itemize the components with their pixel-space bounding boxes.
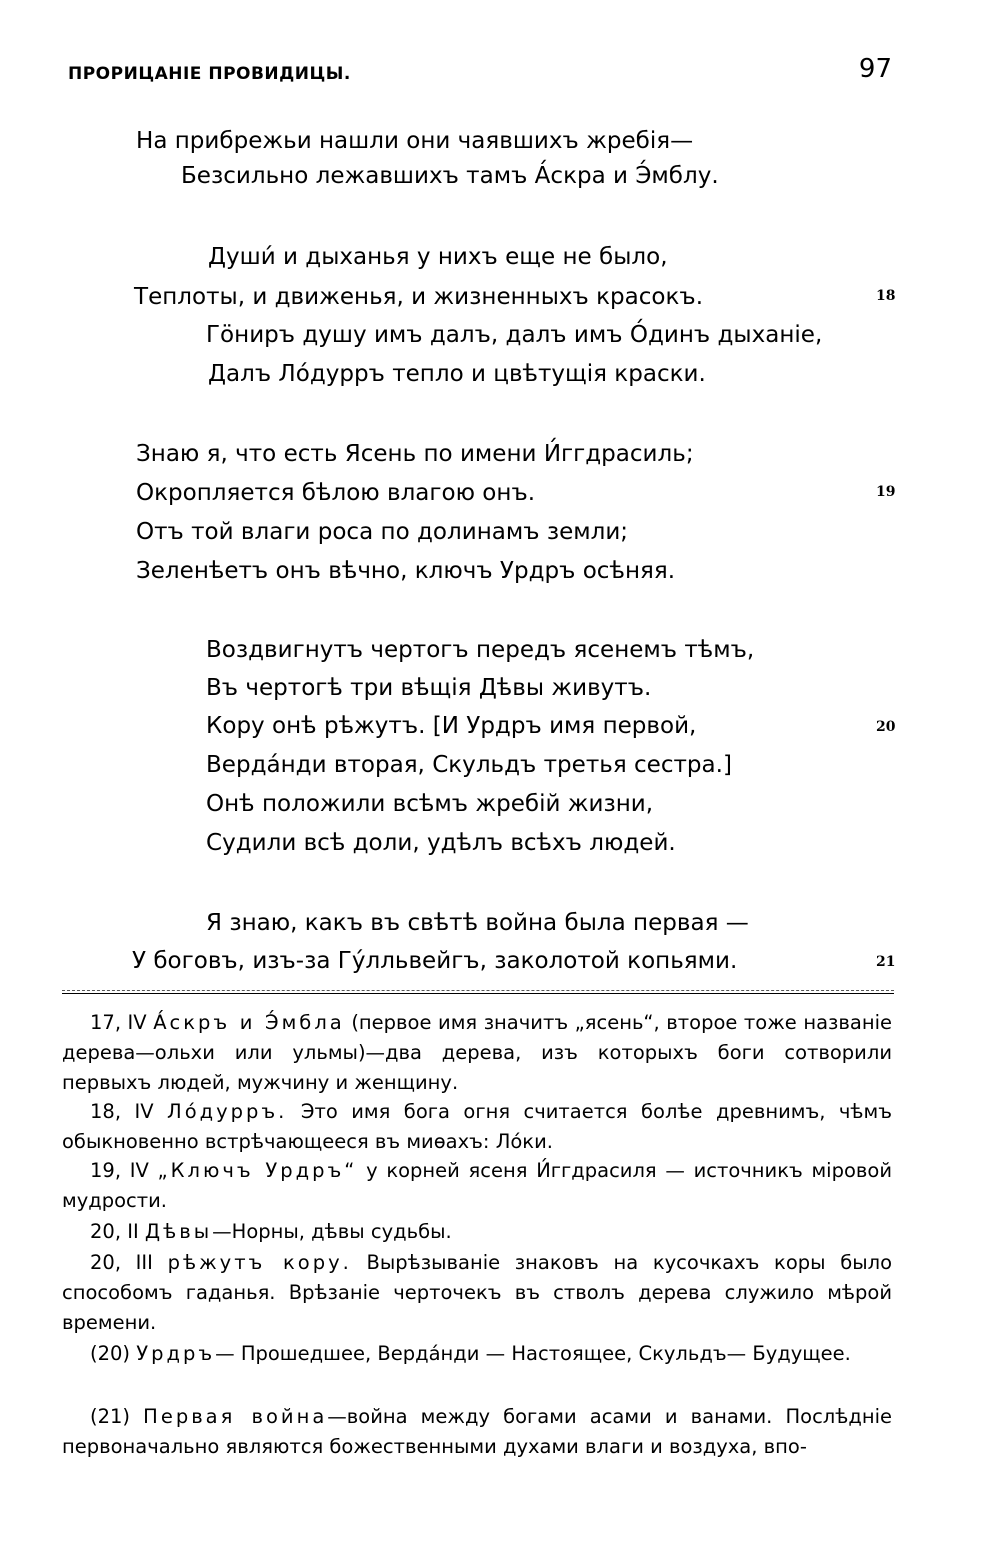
footnote: [62, 1248, 892, 1338]
footnote: [62, 1008, 892, 1098]
verse-line: Безсильно лежавшихъ тамъ А́скра и Э́мблу.: [181, 161, 719, 189]
footnote-term: А́скръ и Э́мбла: [153, 1011, 345, 1034]
footnote-text: — Прошедшее, Верда́нди — Настоящее, Скульдъ— Будущее.: [215, 1342, 851, 1365]
footnote: [62, 1217, 892, 1247]
footnote-text: —война между богами асами и ванами. Послѣдніе первоначально являются божественными духами влаги и воздуха, впо-: [62, 1405, 892, 1458]
verse-number: 20: [876, 719, 896, 735]
page-number: 97: [858, 54, 892, 84]
footnote-ref: (21): [90, 1405, 131, 1428]
verse-line: Воздвигнутъ чертогъ передъ ясенемъ тѣмъ,: [206, 635, 755, 663]
footnote-ref: 19, IV: [90, 1159, 149, 1182]
footnote: [62, 1097, 892, 1157]
footnote-ref: 20, II: [90, 1220, 139, 1243]
verse-line: Гӧниръ душу имъ далъ, далъ имъ О́динъ дыханіе,: [206, 320, 823, 348]
running-title: ПРОРИЦАНІЕ ПРОВИДИЦЫ.: [68, 64, 351, 84]
verse-line: Души́ и дыханья у нихъ еще не было,: [208, 242, 668, 270]
footnote-ref: (20): [90, 1342, 131, 1365]
verse-line: Далъ Ло́дурръ тепло и цвѣтущія краски.: [208, 359, 706, 387]
verse-line: Судили всѣ доли, удѣлъ всѣхъ людей.: [206, 828, 676, 856]
footnote-text: у корней ясеня И́ггдрасиля — источникъ міровой мудрости.: [62, 1159, 893, 1212]
footnote-text: —Норны, дѣвы судьбы.: [212, 1220, 452, 1243]
footnote-term: Урдръ: [136, 1342, 216, 1365]
separator-rule: [62, 993, 894, 994]
verse-line: Я знаю, какъ въ свѣтѣ война была первая —: [206, 908, 749, 936]
verse-line: Кору онѣ рѣжутъ. [И Урдръ имя первой,: [206, 711, 697, 739]
verse-line: Верда́нди вторая, Скульдъ третья сестра.]: [206, 750, 732, 778]
verse-line: Окропляется бѣлою влагою онъ.: [136, 478, 536, 506]
footnote-text: Вырѣзываніе знаковъ на кусочкахъ коры было способомъ гаданья. Врѣзаніе черточекъ въ стволъ дерева служило мѣрой времени.: [62, 1251, 893, 1334]
footnote-term: „Ключъ Урдръ“: [157, 1159, 358, 1182]
footnote-ref: 17, IV: [90, 1011, 147, 1034]
footnote-ref: 20, III: [90, 1251, 153, 1274]
verse-line: Въ чертогѣ три вѣщія Дѣвы живутъ.: [206, 673, 652, 701]
footnote-text: (первое имя значитъ „ясень“, второе тоже названіе дерева—ольхи или ульмы)—два дерева, изъ которыхъ боги сотворили первыхъ людей, мужчину и женщину.: [62, 1011, 892, 1094]
verse-line: У боговъ, изъ-за Гу́лльвейгъ, заколотой копьями.: [132, 946, 738, 974]
verse-line: Отъ той влаги роса по долинамъ земли;: [136, 517, 629, 545]
footnote-term: Ло́дурръ.: [167, 1100, 288, 1123]
footnote: [62, 1156, 892, 1216]
footnote-term: рѣжутъ кору.: [167, 1251, 352, 1274]
verse-line: На прибрежьи нашли они чаявшихъ жребія—: [136, 126, 694, 154]
verse-number: 21: [876, 954, 896, 970]
footnote-term: Первая война: [143, 1405, 328, 1428]
separator-rule: [62, 990, 894, 991]
verse-line: Теплоты, и движенья, и жизненныхъ красокъ.: [134, 282, 704, 310]
verse-line: Знаю я, что есть Ясень по имени И́ггдрасиль;: [136, 439, 694, 467]
verse-number: 18: [876, 288, 896, 304]
verse-line: Зеленѣетъ онъ вѣчно, ключъ Урдръ осѣняя.: [136, 556, 676, 584]
verse-number: 19: [876, 484, 896, 500]
verse-line: Онѣ положили всѣмъ жребій жизни,: [206, 789, 654, 817]
footnote-text: Это имя бога огня считается болѣе древнимъ, чѣмъ обыкновенно встрѣчающееся въ миѳахъ: Ло́ки.: [62, 1100, 892, 1153]
footnote-ref: 18, IV: [90, 1100, 154, 1123]
footnote: [62, 1402, 892, 1462]
footnote: [62, 1339, 892, 1369]
footnote-term: Дѣвы: [144, 1220, 213, 1243]
